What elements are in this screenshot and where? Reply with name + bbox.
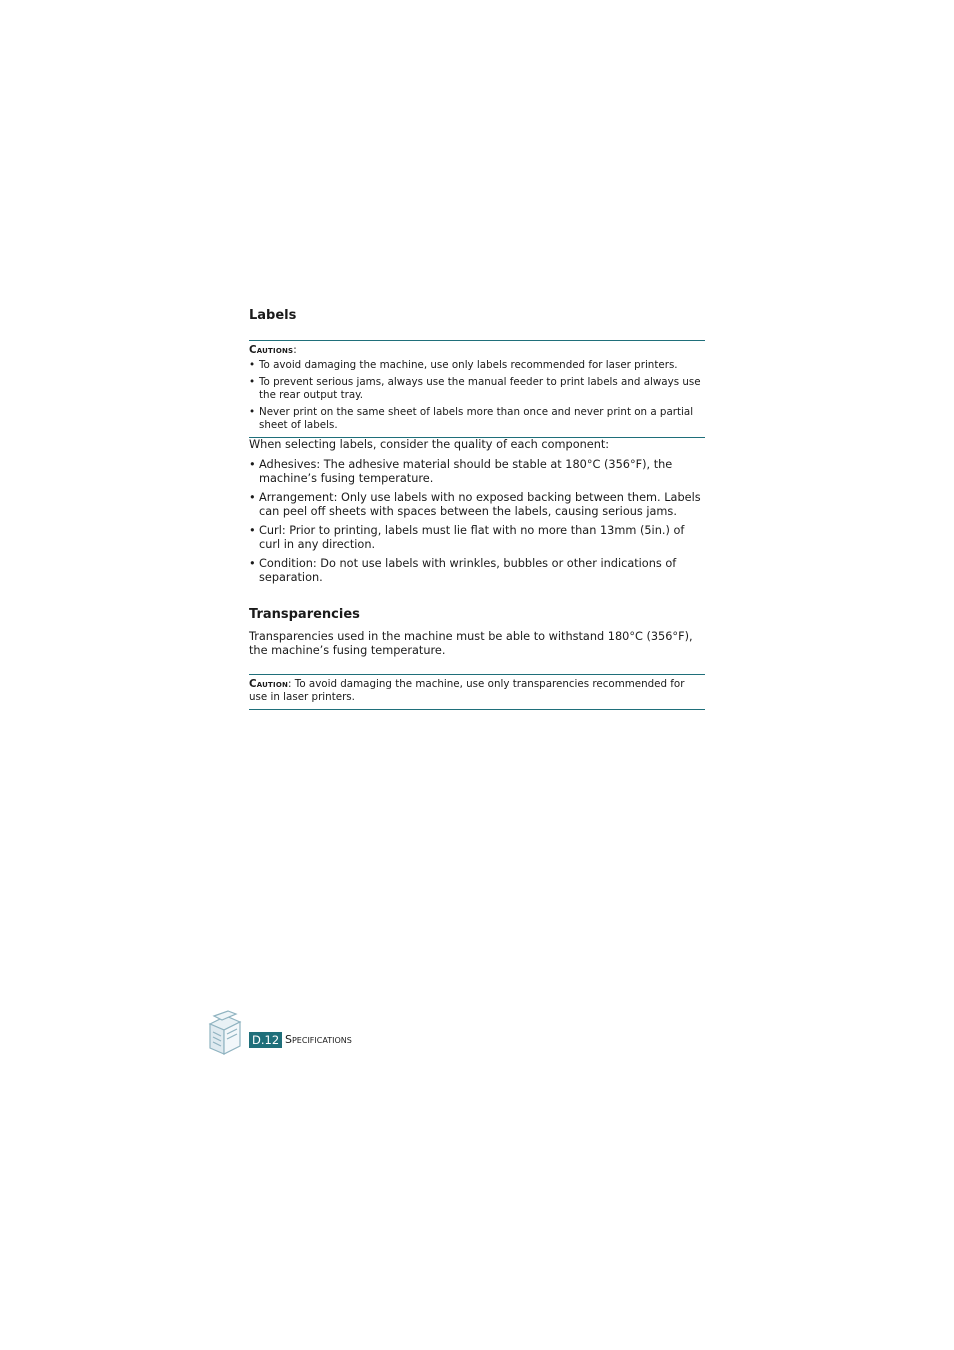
- caution-text: : To avoid damaging the machine, use only transparencies recommended for use in laser printers.: [249, 678, 685, 703]
- label-components-list: [249, 458, 705, 585]
- cautions-title: Cautions: [249, 344, 294, 356]
- cautions-colon: :: [293, 344, 297, 356]
- labels-heading: Labels: [249, 308, 297, 323]
- printer-icon: [204, 1010, 244, 1056]
- caution-item: • To avoid damaging the machine, use only labels recommended for laser printers.: [249, 359, 678, 371]
- labels-intro: When selecting labels, consider the quality of each component:: [249, 438, 610, 451]
- bullet: •: [249, 359, 256, 371]
- labels-cautions-box: [249, 340, 705, 438]
- cautions-header: [249, 344, 705, 357]
- caution-item: • To prevent serious jams, always use the manual feeder to print labels and always use the rear output tray.: [249, 376, 701, 401]
- transparencies-heading: Transparencies: [249, 607, 360, 622]
- page-content: [249, 306, 705, 710]
- footer-section-name: Specifications: [285, 1033, 352, 1046]
- bullet: •: [249, 557, 256, 570]
- transparencies-body: Transparencies used in the machine must be able to withstand 180°C (356°F), the machine’s fusing temperature.: [249, 630, 693, 657]
- caution-item: • Never print on the same sheet of labels more than once and never print on a partial sheet of labels.: [249, 406, 694, 431]
- list-item: • Adhesives: The adhesive material should be stable at 180°C (356°F), the machine’s fusing temperature.: [249, 458, 673, 485]
- transparencies-caution-box: [249, 674, 705, 710]
- bullet: •: [249, 524, 256, 537]
- bullet: •: [249, 491, 256, 504]
- list-item: • Condition: Do not use labels with wrinkles, bubbles or other indications of separation.: [249, 557, 677, 584]
- bullet: •: [249, 458, 256, 471]
- page-number-badge: D.12: [249, 1032, 282, 1048]
- bullet: •: [249, 406, 256, 418]
- list-item: • Arrangement: Only use labels with no exposed backing between them. Labels can peel off sheets with spaces between the labels, causing serious jams.: [249, 491, 701, 518]
- bullet: •: [249, 376, 256, 388]
- list-item: • Curl: Prior to printing, labels must lie flat with no more than 13mm (5in.) of curl in any direction.: [249, 524, 685, 551]
- cautions-list: [249, 359, 705, 432]
- caution-title: Caution: [249, 678, 289, 690]
- page-footer: [204, 1010, 504, 1056]
